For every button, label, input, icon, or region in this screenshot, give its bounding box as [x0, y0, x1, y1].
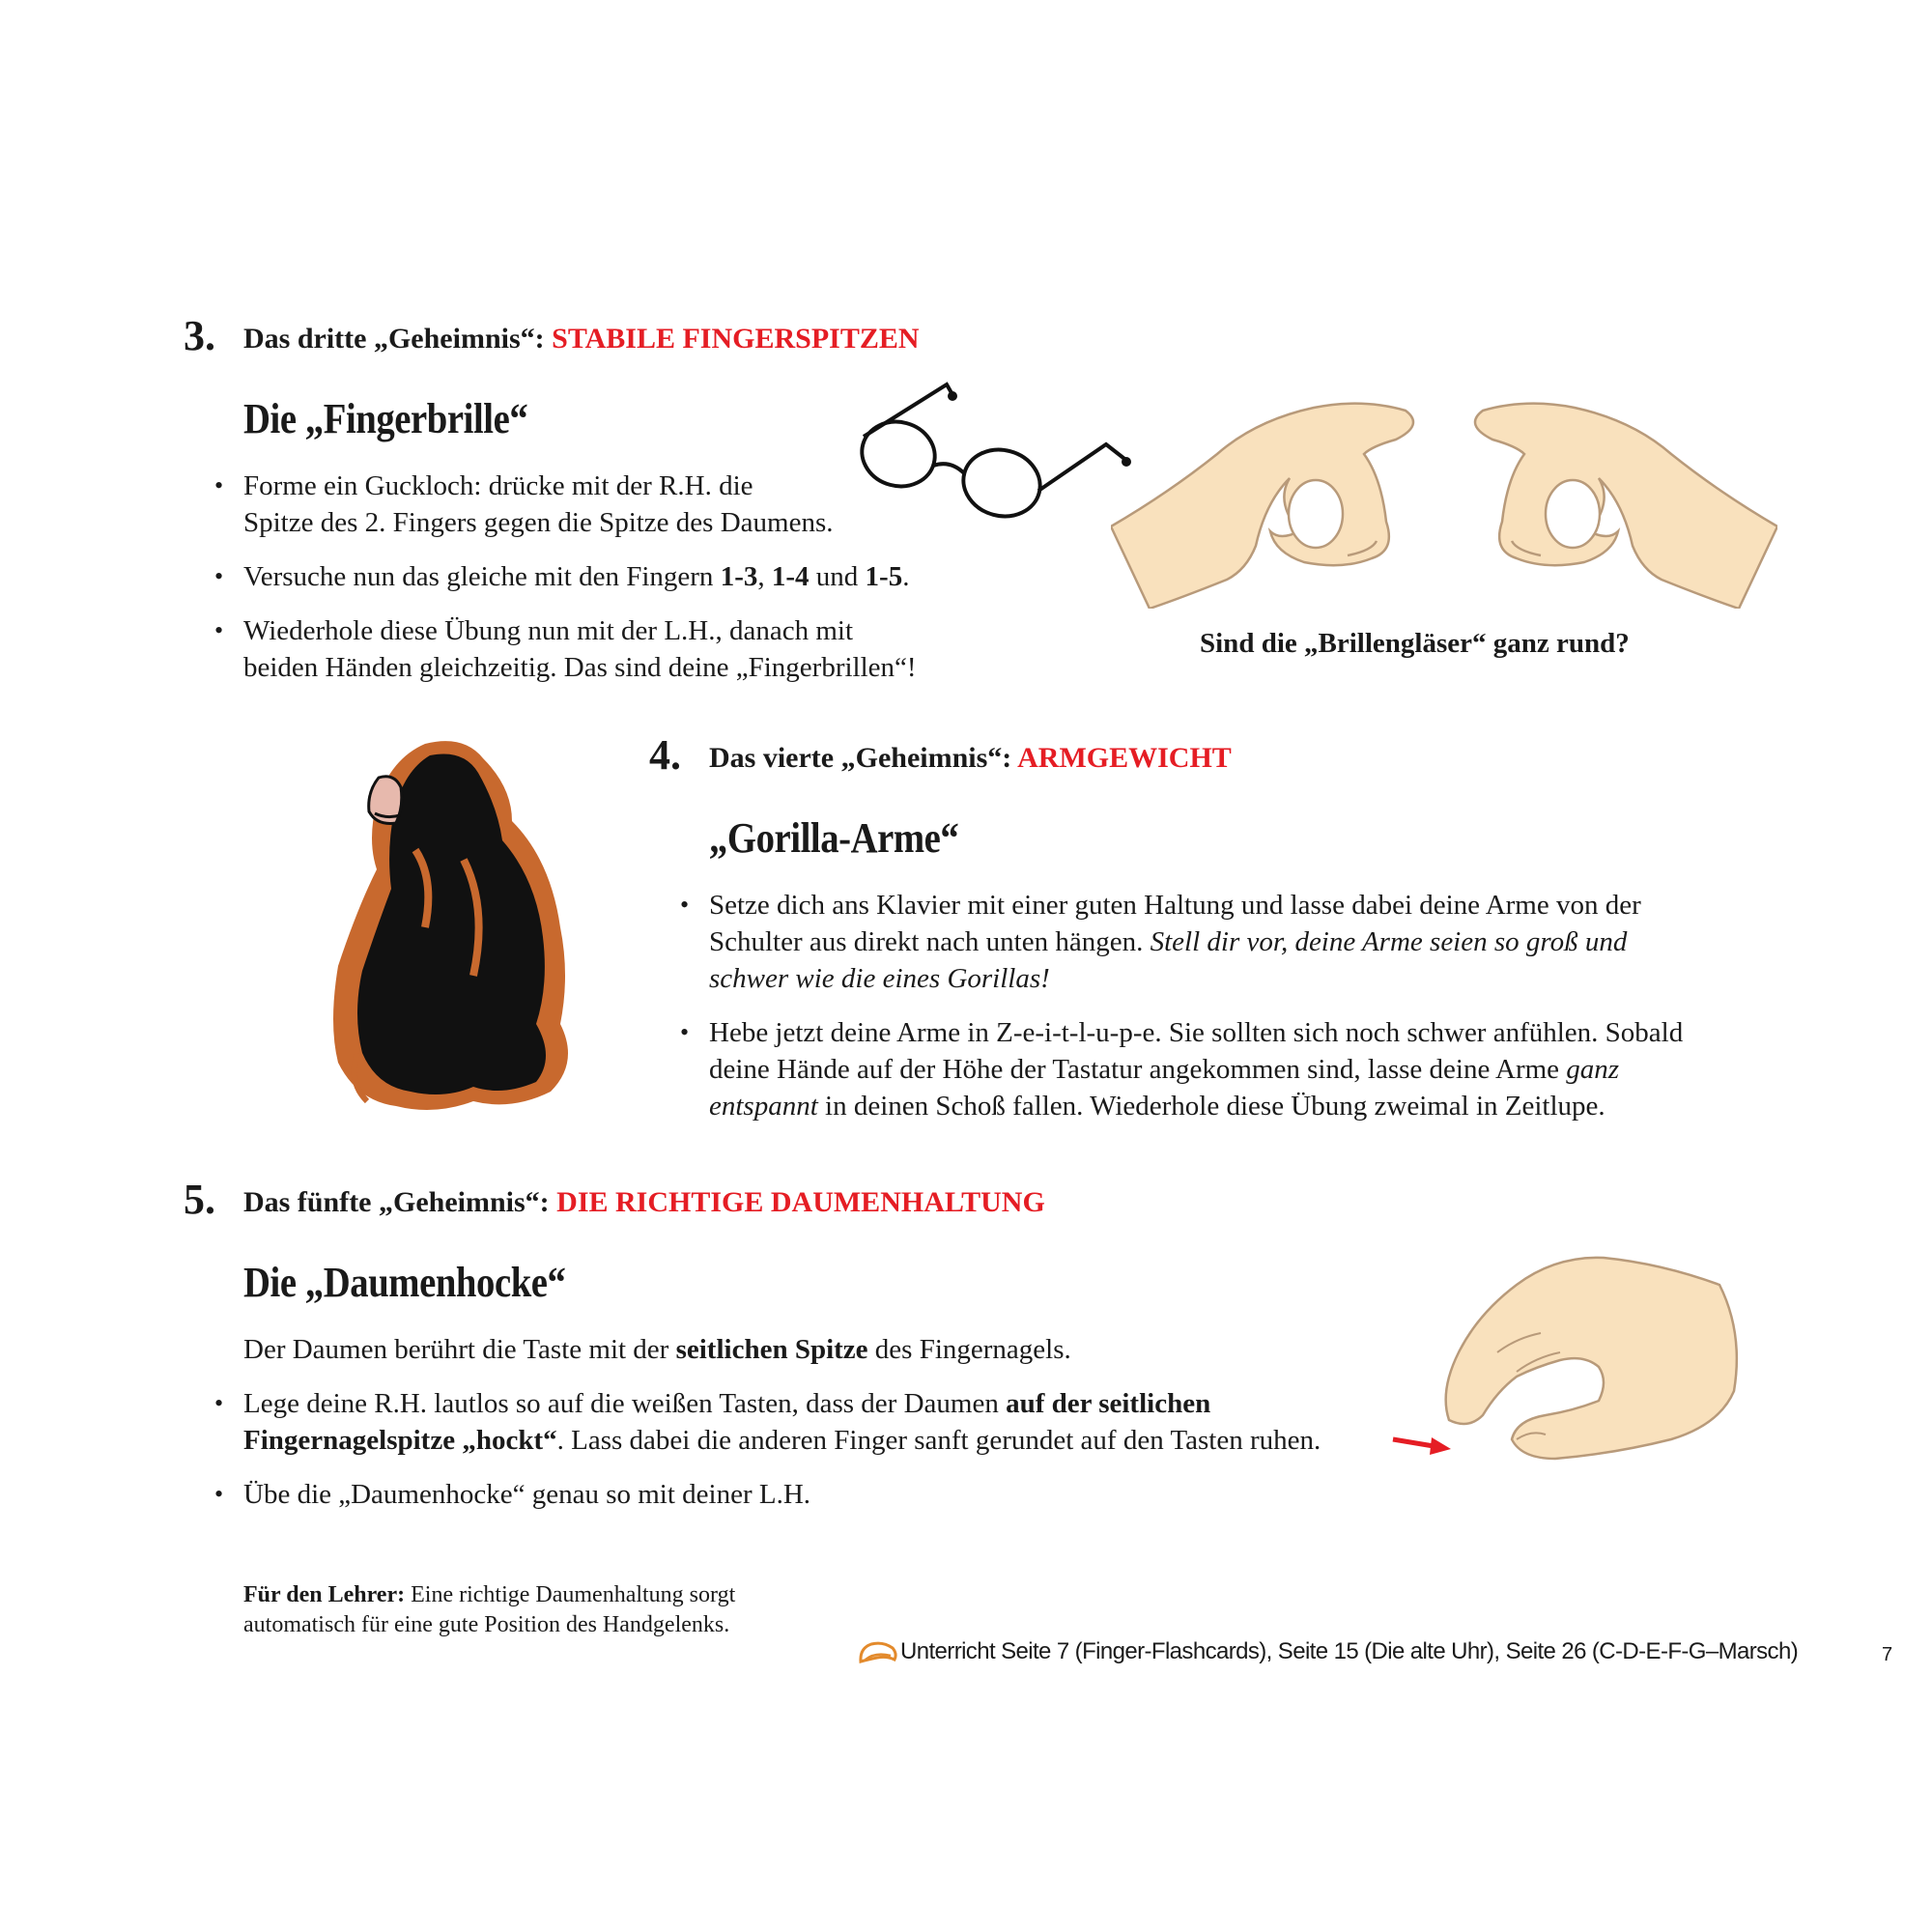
- list-item: • Lege deine R.H. lautlos so auf die weißen Tasten, dass der Daumen auf der seitlichen Fingernagelspitze „hockt“. Lass dabei die anderen Finger sanft gerundet auf den Tasten ruhen.: [243, 1385, 1422, 1459]
- section-highlight: ARMGEWICHT: [1017, 742, 1232, 774]
- section-heading-5: [243, 1186, 1045, 1219]
- footer-reference: [858, 1638, 1798, 1665]
- subtitle-daumenhocke: Die „Daumenhocke“: [243, 1259, 566, 1306]
- section-number-4: 4.: [649, 731, 681, 779]
- bullet-list-5: [243, 1385, 1422, 1530]
- list-item: • Versuche nun das gleiche mit den Fingern 1-3, 1-4 und 1-5.: [243, 558, 978, 595]
- page-number: 7: [1882, 1644, 1893, 1665]
- section-heading-3: [243, 323, 920, 355]
- list-item: • Forme ein Guckloch: drücke mit der R.H. die Spitze des 2. Fingers gegen die Spitze des Daumens.: [243, 468, 978, 541]
- red-arrow-icon: [1393, 1437, 1451, 1455]
- section-highlight: DIE RICHTIGE DAUMENHALTUNG: [556, 1186, 1045, 1218]
- gorilla-icon: [319, 734, 589, 1130]
- section-label: Das dritte „Geheimnis“:: [243, 323, 545, 355]
- thumb-hand-icon: [1391, 1246, 1758, 1488]
- section-label: Das fünfte „Geheimnis“:: [243, 1186, 550, 1218]
- section-number-5: 5.: [184, 1176, 215, 1223]
- subtitle-gorilla-arme: „Gorilla-Arme“: [709, 814, 959, 862]
- teacher-note: Für den Lehrer: Eine richtige Daumenhaltung sorgt automatisch für eine gute Position des Handgelenks.: [243, 1582, 736, 1637]
- daumenhocke-intro: Der Daumen berührt die Taste mit der seitlichen Spitze des Fingernagels.: [243, 1334, 1071, 1365]
- finger-glasses-hands-icon: [1111, 386, 1777, 609]
- hands-caption: Sind die „Brillengläser“ ganz rund?: [1200, 628, 1630, 659]
- section-label: Das vierte „Geheimnis“:: [709, 742, 1012, 774]
- bullet-list-4: [709, 887, 1810, 1142]
- section-highlight: STABILE FINGERSPITZEN: [552, 323, 920, 355]
- piano-book-icon: [858, 1638, 898, 1665]
- list-item: • Übe die „Daumenhocke“ genau so mit deiner L.H.: [243, 1476, 1422, 1513]
- list-item: • Setze dich ans Klavier mit einer guten Haltung und lasse dabei deine Arme von der Schulter aus direkt nach unten hängen. Stell dir vor, deine Arme seien so groß und schwer wie die eines Gorillas!: [709, 887, 1810, 997]
- list-item: • Wiederhole diese Übung nun mit der L.H., danach mit beiden Händen gleichzeitig. Das sind deine „Fingerbrillen“!: [243, 612, 978, 686]
- footer-text: Unterricht Seite 7 (Finger-Flashcards), Seite 15 (Die alte Uhr), Seite 26 (C-D-E-F-G–Marsch): [900, 1638, 1799, 1664]
- section-number-3: 3.: [184, 312, 215, 359]
- subtitle-fingerbrille: Die „Fingerbrille“: [243, 395, 528, 442]
- glasses-icon: [850, 377, 1140, 531]
- section-heading-4: [709, 742, 1232, 775]
- list-item: • Hebe jetzt deine Arme in Z-e-i-t-l-u-p-e. Sie sollten sich noch schwer anfühlen. Sobald deine Hände auf der Höhe der Tastatur angekommen sind, lasse deine Arme ganz entspannt in deinen Schoß fallen. Wiederhole diese Übung zweimal in Zeitlupe.: [709, 1014, 1810, 1124]
